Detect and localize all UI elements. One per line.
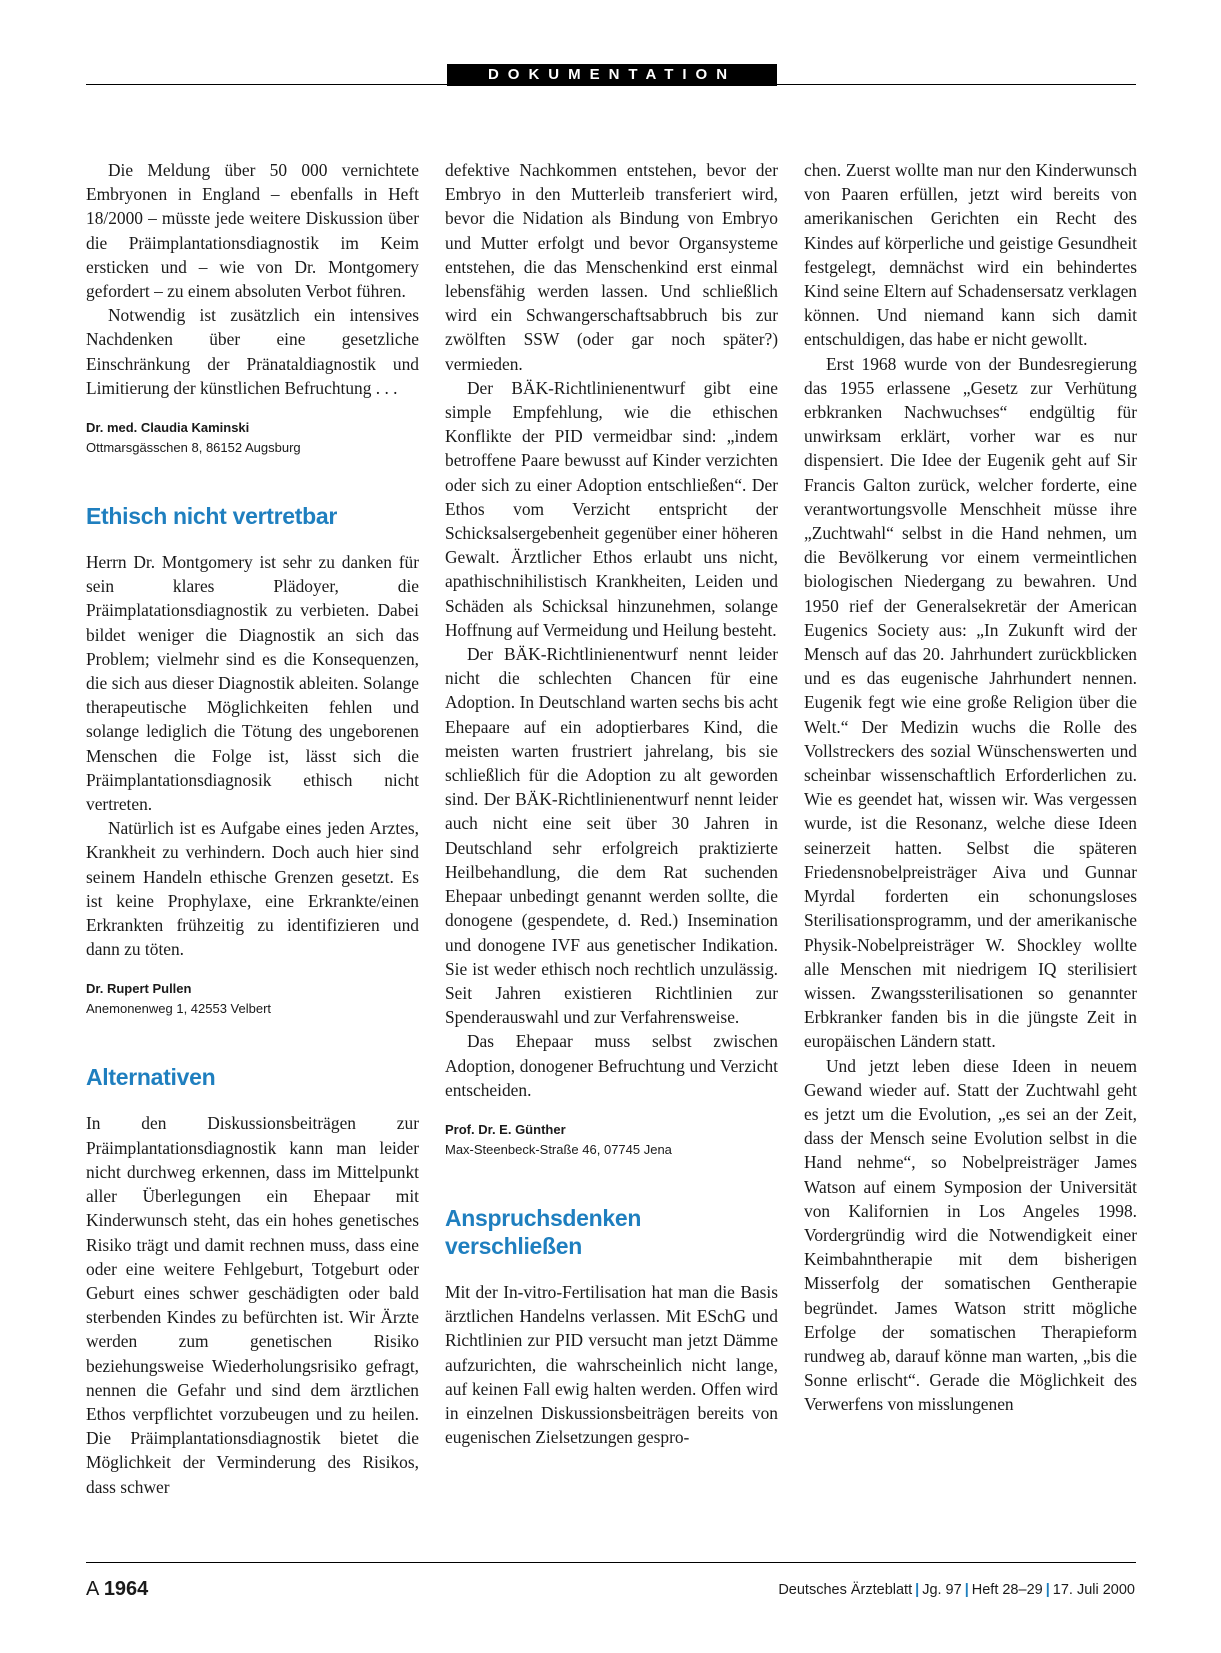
- paragraph: chen. Zuerst wollte man nur den Kinderwunsch von Paaren erfüllen, jetzt wird bereits von amerikanischen Gerichten ein Recht des Kindes auf körperliche und geistige Gesundheit festgelegt, demnächst wird ein behindertes Kind seine Eltern auf Schadensersatz verklagen können. Und niemand kann sich damit entschuldigen, das habe er nicht gewollt.: [804, 160, 1137, 350]
- author-name: Dr. Rupert Pullen: [86, 981, 192, 997]
- column-3: [804, 158, 1137, 1417]
- page-number: [86, 1578, 148, 1601]
- paragraph: Das Ehepaar muss selbst zwischen Adoption, donogener Befruchtung und Verzicht entscheiden.: [445, 1031, 778, 1100]
- journal-volume: Jg. 97: [922, 1582, 962, 1598]
- column-2: [445, 158, 778, 1449]
- author-name: Prof. Dr. E. Günther: [445, 1121, 566, 1137]
- footer-rule: [86, 1562, 1136, 1563]
- author-address: Ottmarsgässchen 8, 86152 Augsburg: [86, 440, 301, 456]
- paragraph: defektive Nachkommen entstehen, bevor der Embryo in den Mutterleib transferiert wird, bevor die Nidation als Bindung von Embryo und Mutter erfolgt und bevor Organsysteme entstehen, die das Menschenkind erst einmal lebensfähig werden lassen. Und schließlich wird ein Schwangerschaftsabbruch bis zur zwölften SSW (oder gar noch später?) vermieden.: [445, 160, 778, 374]
- separator: |: [1045, 1582, 1050, 1598]
- journal-name: Deutsches Ärzteblatt: [778, 1582, 913, 1598]
- section-heading: Alternativen: [86, 1064, 216, 1091]
- paragraph: Und jetzt leben diese Ideen in neuem Gewand wieder auf. Statt der Zuchtwahl geht es jetzt um die Evolution, „es sei an der Zeit, dass der Mensch seine Evolution selbst in die Hand nehme“, so Nobelpreisträger James Watson auf einem Symposion der Universität von Kalifornien in Los Angeles 1998. Vordergründig wird die Notwendigkeit einer Keimbahntherapie mit dem bisherigen Misserfolg der somatischen Gentherapie begründet. James Watson stritt mögliche Erfolge der somatischen Therapieform rundweg ab, darauf könne man warten, „bis die Sonne erlischt“. Gerade die Möglichkeit des Verwerfens von misslungenen: [804, 1055, 1137, 1415]
- separator: |: [964, 1582, 969, 1598]
- paragraph: Der BÄK-Richtlinienentwurf gibt eine simple Empfehlung, wie die ethischen Konflikte der PID vermeidbar sind: „indem betroffene Paare bewusst auf Kinder verzichten oder sich zu einer Adoption entschließen“. Der Ethos vom Verzicht entspricht der Schicksalsergebenheit gegenüber einer höheren Gewalt. Ärztlicher Ethos erlaubt uns nicht, apathischnihilistisch Krankheiten, Leiden und Schäden als Schicksal hinzunehmen, solange Hoffnung auf Vermeidung und Heilung besteht.: [445, 377, 778, 640]
- paragraph: Natürlich ist es Aufgabe eines jeden Arztes, Krankheit zu verhindern. Doch auch hier sind seinem Handeln ethische Grenzen gesetzt. Es ist keine Prophylaxe, eine Erkrankte/einen Erkrankten frühzeitig zu identifizieren und dann zu töten.: [86, 818, 419, 960]
- author-name: Dr. med. Claudia Kaminski: [86, 420, 250, 436]
- paragraph: In den Diskussionsbeiträgen zur Präimplantationsdiagnostik kann man leider nicht durchweg erkennen, dass im Mittelpunkt aller Überlegungen ein Ehepaar mit Kinderwunsch steht, das ein hohes genetisches Risiko trägt und damit rechnen muss, dass eine oder eine weitere Fehlgeburt, Totgeburt oder Geburt eines schwer geschädigten oder bald sterbenden Kindes zu befürchten ist. Wir Ärzte werden zum genetischen Risiko beziehungsweise Wiederholungsrisiko gefragt, nennen die Gefahr und sind dem ärztlichen Ethos verpflichtet vorzubeugen und zu heilen. Die Präimplantationsdiagnostik bietet die Möglichkeit der Verminderung des Risikos, dass schwer: [86, 1113, 419, 1497]
- column-1: [86, 158, 419, 1499]
- paragraph: Der BÄK-Richtlinienentwurf nennt leider nicht die schlechten Chancen für eine Adoption. In Deutschland warten sechs bis acht Ehepaare auf ein adoptierbares Kind, die meisten warten frustriert jahrelang, bis sie schließlich für die Adoption zu alt geworden sind. Der BÄK-Richtlinienentwurf nennt leider auch nicht eine seit über 30 Jahren in Deutschland sehr erfolgreich praktizierte Heilbehandlung, die dem Rat suchenden Ehepaar unbedingt genannt werden sollte, die donogene (gespendete, d. Red.) Insemination und donogene IVF aus genetischer Indikation. Sie ist weder ethisch noch rechtlich unzulässig. Seit Jahren existieren Richtlinien zur Spenderauswahl und zur Verfahrensweise.: [445, 644, 778, 1028]
- author-address: Max-Steenbeck-Straße 46, 07745 Jena: [445, 1141, 672, 1157]
- paragraph: Notwendig ist zusätzlich ein intensives Nachdenken über eine gesetzliche Einschränkung der Pränataldiagnostik und Limitierung der künstlichen Befruchtung . . .: [86, 305, 419, 398]
- letter-signature: [86, 979, 419, 1019]
- journal-citation: [778, 1582, 1135, 1598]
- paragraph: Erst 1968 wurde von der Bundesregierung das 1955 erlassene „Gesetz zur Verhütung erbkranken Nachwuchses“ endgültig für unwirksam erklärt, vorher war es nur dispensiert. Die Idee der Eugenik geht auf Sir Francis Galton zurück, welcher forderte, eine verantwortungsvolle Menschheit müsse ihre „Zuchtwahl“ selbst in die Hand nehmen, um die Bevölkerung vor einem vermeintlichen biologischen Niedergang zu bewahren. Und 1950 rief der Generalsekretär der American Eugenics Society aus: „In Zukunft wird der Mensch auf das 20. Jahrhundert zurückblicken und es das eugenische Jahrhundert nennen. Eugenik fegt wie eine große Religion über die Welt.“ Der Medizin wuchs die Rolle des Vollstreckers des sozial Wünschenswerten und scheinbar wissenschaftlich Erforderlichen zu. Wie es geendet hat, wissen wir. Was vergessen wurde, ist die Resonanz, welche diese Ideen seinerzeit hatten. Selbst die späteren Friedensnobelpreisträger Aiva und Gunnar Myrdal forderten ein schonungsloses Sterilisationsprogramm, und der amerikanische Physik-Nobelpreisträger W. Shockley wollte alle Menschen mit niedrigem IQ sterilisiert wissen. Zwangssterilisationen so genannter Erbkranker fanden bis in die jüngste Zeit in europäischen Ländern statt.: [804, 353, 1137, 1052]
- journal-issue: Heft 28–29: [971, 1582, 1043, 1598]
- paragraph: Herrn Dr. Montgomery ist sehr zu danken für sein klares Plädoyer, die Präimplatationsdiagnostik zu verbieten. Dabei bildet weniger die Diagnostik an sich das Problem; vielmehr sind es die Konsequenzen, die sich aus dieser Diagnostik ableiten. Solange therapeutische Möglichkeiten fehlen und solange lediglich die Tötung des ungeborenen Menschen die Folge ist, lässt sich die Präimplantationsdiagnosik ethisch nicht vertreten.: [86, 552, 419, 815]
- page-prefix: A: [86, 1578, 99, 1600]
- section-heading: Ethisch nicht vertretbar: [86, 503, 337, 530]
- section-label: DOKUMENTATION: [447, 64, 777, 86]
- journal-date: 17. Juli 2000: [1052, 1582, 1135, 1598]
- paragraph: Mit der In-vitro-Fertilisation hat man die Basis ärztlichen Handelns verlassen. Mit ESchG und Richtlinien zur PID versucht man jetzt Dämme aufzurichten, die wahrscheinlich nicht lange, auf keinen Fall ewig halten werden. Offen wird in einzelnen Diskussionsbeiträgen bereits von eugenischen Zielsetzungen gespro-: [445, 1281, 778, 1448]
- paragraph: Die Meldung über 50 000 vernichtete Embryonen in England – ebenfalls in Heft 18/2000 – müsste jede weitere Diskussion über die Präimplantationsdiagnostik im Keim ersticken und – wie von Dr. Montgomery gefordert – zu einem absoluten Verbot führen.: [86, 160, 419, 302]
- letter-signature: [86, 418, 419, 458]
- letter-signature: [445, 1120, 778, 1160]
- section-heading: Anspruchsdenken verschließen: [445, 1204, 642, 1259]
- separator: |: [915, 1582, 920, 1598]
- page-number-value: 1964: [103, 1578, 149, 1600]
- author-address: Anemonenweg 1, 42553 Velbert: [86, 1001, 272, 1017]
